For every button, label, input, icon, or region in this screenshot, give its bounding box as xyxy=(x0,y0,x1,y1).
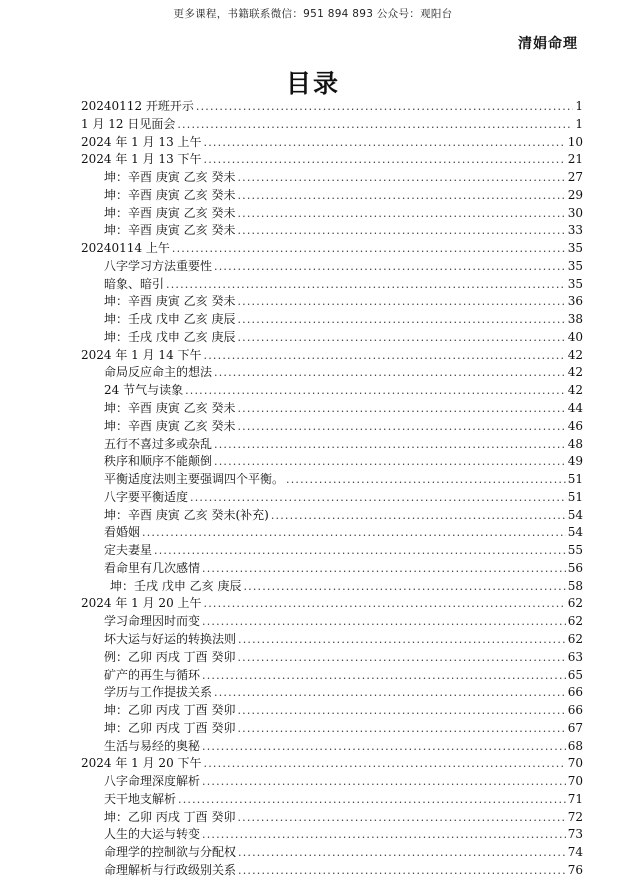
toc-entry-page: 58 xyxy=(567,578,583,593)
toc-entry[interactable] xyxy=(81,612,583,630)
toc-entry-label: 20240114 上午 xyxy=(81,241,170,256)
toc-entry-page: 21 xyxy=(567,152,583,167)
toc-dot-leader xyxy=(204,136,566,149)
toc-entry-page: 40 xyxy=(567,329,583,344)
toc-entry-page: 70 xyxy=(567,774,583,789)
toc-entry-page: 71 xyxy=(567,791,583,806)
toc-entry[interactable] xyxy=(81,541,583,559)
toc-dot-leader xyxy=(202,615,566,628)
toc-entry[interactable] xyxy=(81,523,583,541)
toc-entry[interactable] xyxy=(81,719,583,737)
toc-entry-label: 坤：壬戌 戊申 乙亥 庚辰 xyxy=(104,329,236,344)
toc-dot-leader xyxy=(214,455,566,468)
toc-entry-page: 46 xyxy=(567,418,583,433)
toc-entry-label: 坤：辛酉 庚寅 乙亥 癸未(补充) xyxy=(104,507,269,522)
toc-entry-label: 学历与工作提拔关系 xyxy=(104,685,213,700)
toc-entry-page: 63 xyxy=(567,649,583,664)
toc-entry[interactable] xyxy=(81,381,583,399)
toc-dot-leader xyxy=(237,651,565,664)
toc-entry-label: 八字命理深度解析 xyxy=(104,774,201,789)
toc-entry-page: 74 xyxy=(567,845,583,860)
toc-entry[interactable] xyxy=(81,310,583,328)
toc-entry[interactable] xyxy=(81,346,583,364)
toc-dot-leader xyxy=(142,526,566,539)
toc-entry[interactable] xyxy=(81,825,583,843)
toc-entry-page: 72 xyxy=(567,809,583,824)
toc-entry-label: 坤：乙卯 丙戌 丁酉 癸卯 xyxy=(104,809,236,824)
toc-entry-label: 生活与易经的奥秘 xyxy=(104,738,201,753)
toc-entry[interactable] xyxy=(81,737,583,755)
toc-entry[interactable] xyxy=(81,701,583,719)
toc-entry-page: 48 xyxy=(567,436,583,451)
toc-entry[interactable] xyxy=(81,648,583,666)
toc-entry[interactable] xyxy=(81,363,583,381)
toc-dot-leader xyxy=(237,331,565,344)
toc-entry-page: 44 xyxy=(567,401,583,416)
toc-dot-leader xyxy=(214,438,566,451)
toc-dot-leader xyxy=(237,207,565,220)
toc-entry-label: 坤：辛酉 庚寅 乙亥 癸未 xyxy=(104,401,236,416)
toc-entry[interactable] xyxy=(81,772,583,790)
toc-dot-leader xyxy=(237,313,565,326)
toc-dot-leader xyxy=(204,349,566,362)
toc-dot-leader xyxy=(237,171,565,184)
toc-entry[interactable] xyxy=(81,186,583,204)
toc-dot-leader xyxy=(237,295,565,308)
toc-entry-page: 51 xyxy=(567,472,583,487)
toc-entry-page: 62 xyxy=(567,596,583,611)
toc-entry-label: 坤：乙卯 丙戌 丁酉 癸卯 xyxy=(104,720,236,735)
toc-dot-leader xyxy=(185,384,566,397)
toc-entry-page: 1 xyxy=(575,116,583,131)
toc-entry[interactable] xyxy=(81,666,583,684)
toc-entry-page: 42 xyxy=(567,383,583,398)
toc-dot-leader xyxy=(238,633,566,646)
toc-dot-leader xyxy=(237,224,565,237)
toc-dot-leader xyxy=(172,242,566,255)
toc-dot-leader xyxy=(202,775,566,788)
toc-entry-label: 秩序和顺序不能颠倒 xyxy=(104,454,213,469)
toc-dot-leader xyxy=(190,491,566,504)
toc-entry-page: 42 xyxy=(567,347,583,362)
toc-entry-label: 平衡适度法则主要强调四个平衡。 xyxy=(104,472,285,487)
toc-entry-page: 76 xyxy=(567,862,583,877)
toc-entry-page: 65 xyxy=(567,667,583,682)
toc-dot-leader xyxy=(196,100,573,113)
toc-entry-label: 坤：壬戌 戊申 乙亥 庚辰 xyxy=(110,578,242,593)
toc-entry-page: 70 xyxy=(567,756,583,771)
toc-entry-page: 30 xyxy=(567,205,583,220)
toc-dot-leader xyxy=(202,669,566,682)
toc-entry-label: 1 月 12 日见面会 xyxy=(81,116,176,131)
toc-entry[interactable] xyxy=(81,204,583,222)
toc-entry-label: 矿产的再生与循环 xyxy=(104,667,201,682)
toc-entry-page: 68 xyxy=(567,738,583,753)
toc-entry-page: 66 xyxy=(567,703,583,718)
toc-entry[interactable] xyxy=(81,328,583,346)
toc-dot-leader xyxy=(214,686,566,699)
toc-dot-leader xyxy=(202,740,566,753)
toc-entry[interactable] xyxy=(81,97,583,115)
toc-entry[interactable] xyxy=(81,417,583,435)
toc-entry[interactable] xyxy=(81,399,583,417)
toc-entry-page: 51 xyxy=(567,489,583,504)
toc-entry-page: 27 xyxy=(567,170,583,185)
toc-dot-leader xyxy=(237,811,565,824)
toc-entry-label: 坤：辛酉 庚寅 乙亥 癸未 xyxy=(104,223,236,238)
toc-dot-leader xyxy=(214,366,566,379)
toc-entry-label: 定夫妻星 xyxy=(104,543,153,558)
toc-entry-page: 49 xyxy=(567,454,583,469)
toc-entry-page: 10 xyxy=(567,134,583,149)
toc-entry-label: 暗象、暗引 xyxy=(104,276,165,291)
toc-entry-label: 学习命理因时而变 xyxy=(104,614,201,629)
toc-entry-label: 坤：辛酉 庚寅 乙亥 癸未 xyxy=(104,294,236,309)
toc-entry[interactable] xyxy=(81,790,583,808)
toc-entry[interactable] xyxy=(81,221,583,239)
toc-entry-label: 看婚姻 xyxy=(104,525,141,540)
header-contact-note: 更多课程，书籍联系微信：951 894 893 公众号：观阳台 xyxy=(173,8,453,20)
toc-dot-leader xyxy=(237,704,565,717)
toc-dot-leader xyxy=(238,864,566,877)
toc-entry[interactable] xyxy=(81,168,583,186)
toc-entry-label: 20240112 开班开示 xyxy=(81,99,194,113)
toc-entry-label: 天干地支解析 xyxy=(104,791,177,806)
toc-dot-leader xyxy=(238,846,566,859)
toc-entry-page: 56 xyxy=(567,560,583,575)
toc-entry-label: 八字要平衡适度 xyxy=(104,489,189,504)
toc-entry-label: 坤：辛酉 庚寅 乙亥 癸未 xyxy=(104,205,236,220)
toc-entry[interactable] xyxy=(81,808,583,826)
toc-entry[interactable] xyxy=(81,435,583,453)
toc-entry-label: 命理解析与行政级别关系 xyxy=(104,862,237,877)
toc-entry-label: 八字学习方法重要性 xyxy=(104,258,213,273)
toc-entry[interactable] xyxy=(81,559,583,577)
toc-entry-page: 35 xyxy=(567,276,583,291)
toc-dot-leader xyxy=(286,473,566,486)
toc-entry-label: 五行不喜过多或杂乱 xyxy=(104,436,213,451)
toc-entry-label: 24 节气与读象 xyxy=(104,383,184,398)
toc-entry-page: 73 xyxy=(567,827,583,842)
toc-entry-label: 2024 年 1 月 13 上午 xyxy=(81,134,202,149)
toc-entry-label: 人生的大运与转变 xyxy=(104,827,201,842)
toc-entry-label: 坤：乙卯 丙戌 丁酉 癸卯 xyxy=(104,703,236,718)
toc-entry-label: 例：乙卯 丙戌 丁酉 癸卯 xyxy=(104,649,236,664)
toc-dot-leader xyxy=(243,580,565,593)
toc-entry-page: 62 xyxy=(567,614,583,629)
toc-dot-leader xyxy=(166,278,566,291)
toc-entry-label: 坏大运与好运的转换法则 xyxy=(104,631,237,646)
toc-entry[interactable] xyxy=(81,452,583,470)
toc-entry[interactable] xyxy=(81,506,583,524)
toc-entry[interactable] xyxy=(81,683,583,701)
toc-entry-label: 2024 年 1 月 20 上午 xyxy=(81,596,202,611)
toc-entry[interactable] xyxy=(81,488,583,506)
toc-entry-page: 66 xyxy=(567,685,583,700)
toc-dot-leader xyxy=(237,189,565,202)
toc-dot-leader xyxy=(202,562,566,575)
toc-dot-leader xyxy=(154,544,566,557)
toc-dot-leader xyxy=(237,402,565,415)
toc-entry-label: 坤：壬戌 戊申 乙亥 庚辰 xyxy=(104,312,236,327)
toc-dot-leader xyxy=(204,153,566,166)
toc-entry[interactable] xyxy=(81,133,583,151)
table-of-contents xyxy=(81,97,583,879)
page-title: 目录 xyxy=(285,69,340,98)
toc-entry-page: 42 xyxy=(567,365,583,380)
toc-entry-label: 坤：辛酉 庚寅 乙亥 癸未 xyxy=(104,187,236,202)
toc-entry-page: 35 xyxy=(567,241,583,256)
toc-entry[interactable] xyxy=(81,275,583,293)
toc-entry[interactable] xyxy=(81,115,583,133)
toc-dot-leader xyxy=(177,118,573,131)
toc-entry[interactable] xyxy=(81,257,583,275)
toc-entry-page: 35 xyxy=(567,258,583,273)
toc-entry-label: 坤：辛酉 庚寅 乙亥 癸未 xyxy=(104,170,236,185)
toc-entry-page: 54 xyxy=(567,507,583,522)
toc-entry[interactable] xyxy=(81,150,583,168)
toc-entry-page: 38 xyxy=(567,312,583,327)
toc-entry-page: 62 xyxy=(567,631,583,646)
toc-dot-leader xyxy=(202,828,566,841)
toc-dot-leader xyxy=(178,793,566,806)
toc-entry-label: 2024 年 1 月 20 下午 xyxy=(81,756,202,771)
toc-entry-label: 2024 年 1 月 13 下午 xyxy=(81,152,202,167)
toc-dot-leader xyxy=(237,722,565,735)
toc-entry-label: 坤：辛酉 庚寅 乙亥 癸未 xyxy=(104,418,236,433)
toc-dot-leader xyxy=(204,597,566,610)
toc-entry-page: 67 xyxy=(567,720,583,735)
toc-dot-leader xyxy=(237,420,565,433)
toc-entry-page: 29 xyxy=(567,187,583,202)
toc-entry-label: 看命里有几次感情 xyxy=(104,560,201,575)
toc-entry[interactable] xyxy=(81,470,583,488)
toc-entry[interactable] xyxy=(81,239,583,257)
toc-entry[interactable] xyxy=(81,594,583,612)
brand-label: 清娟命理 xyxy=(518,36,578,52)
toc-entry-label: 2024 年 1 月 14 下午 xyxy=(81,347,202,362)
toc-entry-page: 1 xyxy=(575,99,583,113)
toc-dot-leader xyxy=(204,757,566,770)
toc-dot-leader xyxy=(271,509,566,522)
toc-entry[interactable] xyxy=(81,292,583,310)
toc-entry[interactable] xyxy=(81,577,583,595)
toc-entry-page: 55 xyxy=(567,543,583,558)
toc-entry[interactable] xyxy=(81,754,583,772)
toc-entry-page: 36 xyxy=(567,294,583,309)
toc-entry-page: 33 xyxy=(567,223,583,238)
toc-entry[interactable] xyxy=(81,843,583,861)
toc-entry-label: 命理学的控制欲与分配权 xyxy=(104,845,237,860)
toc-entry-label: 命局反应命主的想法 xyxy=(104,365,213,380)
toc-entry-page: 54 xyxy=(567,525,583,540)
toc-entry[interactable] xyxy=(81,630,583,648)
toc-dot-leader xyxy=(214,260,566,273)
